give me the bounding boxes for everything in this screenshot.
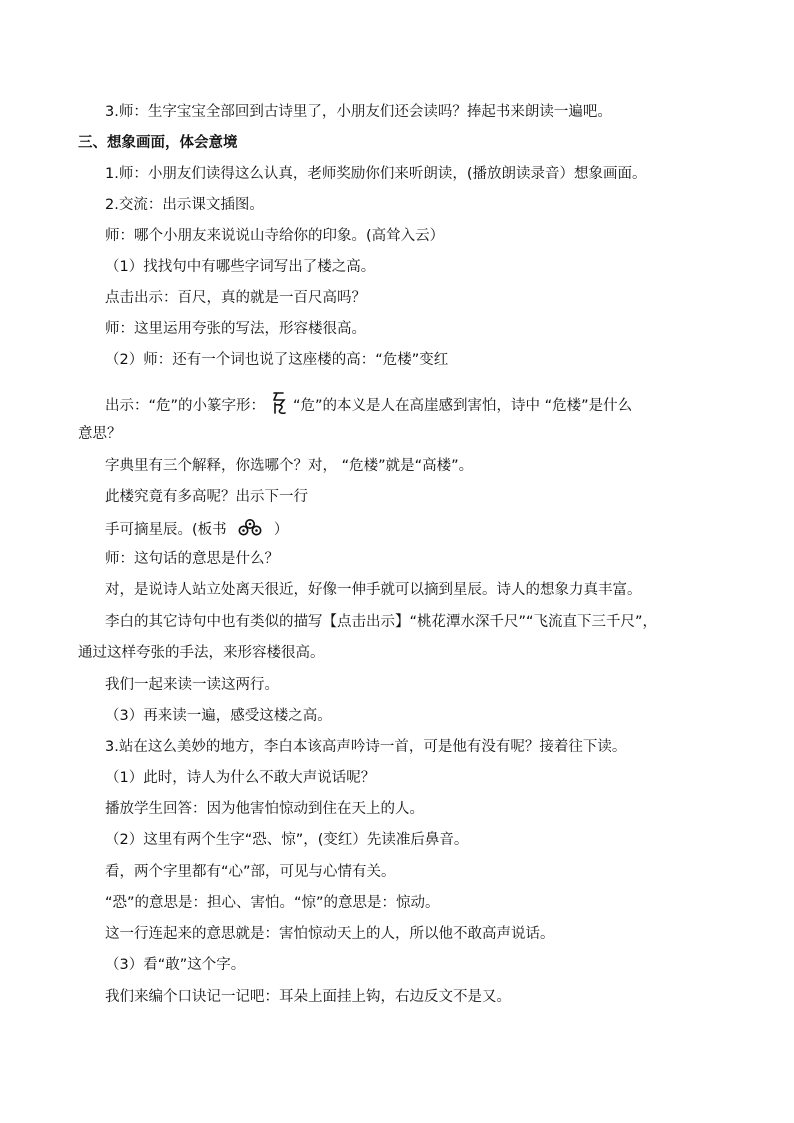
paragraph-li-bai-other-poems: 李白的其它诗句中也有类似的描写【点击出示】“桃花潭水深千尺”“飞流直下三千尺”， bbox=[105, 614, 658, 630]
paragraph-heart-radical: 看，两个字里都有“心”部，可见与心情有关。 bbox=[105, 864, 396, 880]
paragraph-meaning-question: 意思？ bbox=[78, 426, 122, 442]
paragraph-how-tall: 此楼究竟有多高呢？出示下一行 bbox=[105, 489, 308, 505]
paragraph-new-characters: （2）这里有两个生字“恐、惊”，(变红）先读准后鼻音。 bbox=[105, 832, 469, 848]
stars-drawing-icon bbox=[237, 518, 263, 542]
seal-script-wei-icon bbox=[271, 391, 287, 421]
paragraph-seal-script bbox=[105, 391, 632, 421]
section-heading-imagine: 三、想象画面，体会意境 bbox=[78, 135, 238, 151]
paragraph-temple-impression: 师：哪个小朋友来说说山寺给你的印象。(高耸入云） bbox=[105, 228, 445, 244]
paragraph-dictionary: 字典里有三个解释，你选哪个？对， “危楼”就是“高楼”。 bbox=[105, 458, 474, 474]
paragraph-mnemonic: 我们来编个口诀记一记吧：耳朵上面挂上钩，右边反文不是又。 bbox=[105, 989, 511, 1005]
paragraph-exaggeration: 师：这里运用夸张的写法，形容楼很高。 bbox=[105, 321, 366, 337]
paragraph-gan-character: （3）看“敢”这个字。 bbox=[105, 957, 246, 973]
pick-stars-close: ） bbox=[269, 522, 289, 538]
seal-script-explanation: “危”的本义是人在高崖感到害怕，诗中 “危楼”是什么 bbox=[293, 398, 633, 414]
paragraph-exchange-illustration: 2.交流：出示课文插图。 bbox=[105, 197, 264, 213]
paragraph-read-again: （3）再来读一遍，感受这楼之高。 bbox=[105, 708, 332, 724]
paragraph-why-not-loud: （1）此时，诗人为什么不敢大声说话呢？ bbox=[105, 770, 376, 786]
paragraph-line-meaning: 这一行连起来的意思就是：害怕惊动天上的人，所以他不敢高声说话。 bbox=[105, 926, 555, 942]
paragraph-find-words: （1）找找句中有哪些字词写出了楼之高。 bbox=[105, 259, 376, 275]
paragraph-step-3-li-bai: 3.站在这么美妙的地方，李白本该高声吟诗一首，可是他有没有呢？接着往下读。 bbox=[105, 739, 627, 755]
paragraph-read-together: 我们一起来读一读这两行。 bbox=[105, 677, 279, 693]
paragraph-exaggeration-technique: 通过这样夸张的手法，来形容楼很高。 bbox=[78, 645, 325, 661]
paragraph-kong-jing-meaning: “恐”的意思是：担心、害怕。“惊”的意思是：惊动。 bbox=[105, 895, 440, 911]
paragraph-pick-stars bbox=[105, 518, 288, 542]
paragraph-imagination: 对，是说诗人站立处离天很近，好像一伸手就可以摘到星辰。诗人的想象力真丰富。 bbox=[105, 582, 642, 598]
seal-script-intro: 出示：“危”的小篆字形： bbox=[105, 398, 266, 414]
paragraph-wei-lou-red: （2）师：还有一个词也说了这座楼的高：“危楼”变红 bbox=[105, 352, 449, 368]
paragraph-sentence-meaning: 师：这句话的意思是什么？ bbox=[105, 551, 279, 567]
pick-stars-text: 手可摘星辰。(板书 bbox=[105, 522, 232, 538]
paragraph-hundred-chi: 点击出示：百尺，真的就是一百尺高吗？ bbox=[105, 290, 366, 306]
paragraph-step-3-read-aloud: 3.师：生字宝宝全部回到古诗里了，小朋友们还会读吗？捧起书来朗读一遍吧。 bbox=[105, 104, 612, 120]
paragraph-student-answer: 播放学生回答：因为他害怕惊动到住在天上的人。 bbox=[105, 801, 424, 817]
paragraph-listen-recording: 1.师：小朋友们读得这么认真，老师奖励你们来听朗读，(播放朗读录音）想象画面。 bbox=[105, 166, 647, 182]
